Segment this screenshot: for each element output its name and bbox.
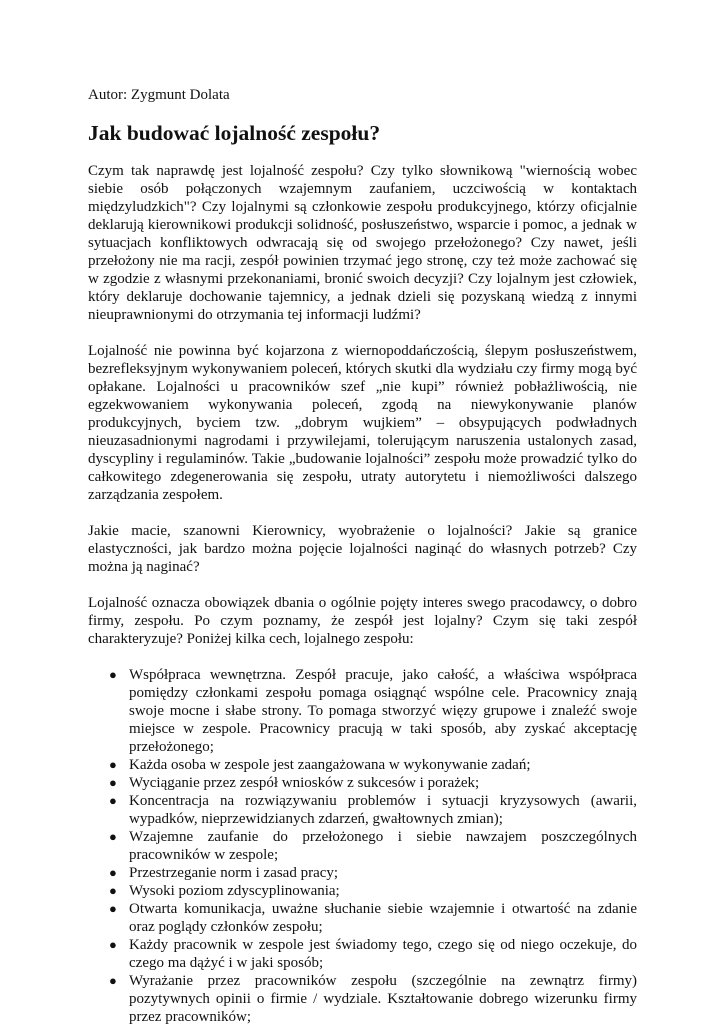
bullet-icon: ●: [109, 865, 117, 880]
list-item-text: Przestrzeganie norm i zasad pracy;: [129, 865, 339, 881]
bullet-icon: ●: [109, 901, 117, 916]
list-item: [109, 900, 637, 936]
list-item-text: Współpraca wewnętrzna. Zespół pracuje, jako całość, a właściwa współpraca pomiędzy członkami zespołu pomaga osiągnąć wspólne cele. Pracownicy znają swoje mocne i słabe strony. To pomaga stworzyć więzy grupowe i znaleźć swoje miejsce w zespole. Pracownicy pracują w taki sposób, aby zyskać akceptację przełożonego;: [129, 667, 637, 755]
list-item: [109, 882, 637, 900]
bullet-icon: ●: [109, 829, 117, 844]
list-item: [109, 828, 637, 864]
author-line: Autor: Zygmunt Dolata: [88, 87, 230, 103]
feature-list: [88, 666, 637, 1026]
paragraph-4: Lojalność oznacza obowiązek dbania o ogólnie pojęty interes swego pracodawcy, o dobro firmy, zespołu. Po czym poznamy, że zespół jest lojalny? Czym się taki zespół charakteryzuje? Poniżej kilka cech, lojalnego zespołu:: [88, 595, 637, 647]
list-item: [109, 864, 637, 882]
bullet-icon: ●: [109, 883, 117, 898]
paragraph-3: Jakie macie, szanowni Kierownicy, wyobrażenie o lojalności? Jakie są granice elastyczności, jak bardzo można pojęcie lojalności naginąć do własnych potrzeb? Czy można ją naginać?: [88, 523, 637, 575]
bullet-icon: ●: [109, 667, 117, 682]
list-item-text: Wyrażanie przez pracowników zespołu (szczególnie na zewnątrz firmy) pozytywnych opinii o firmie / wydziale. Kształtowanie dobrego wizerunku firmy przez pracowników;: [129, 973, 637, 1025]
list-item: [109, 666, 637, 756]
list-item-text: Wysoki poziom zdyscyplinowania;: [129, 883, 340, 899]
list-item-text: Każda osoba w zespole jest zaangażowana w wykonywanie zadań;: [129, 757, 531, 773]
document-title: Jak budować lojalność zespołu?: [88, 121, 381, 145]
list-item-text: Otwarta komunikacja, uważne słuchanie siebie wzajemnie i otwartość na zdanie oraz poglądy członków zespołu;: [129, 901, 637, 935]
bullet-icon: ●: [109, 757, 117, 772]
bullet-icon: ●: [109, 793, 117, 808]
list-item: [109, 972, 637, 1026]
list-item: [109, 756, 637, 774]
list-item: [109, 774, 637, 792]
bullet-icon: ●: [109, 775, 117, 790]
bullet-icon: ●: [109, 937, 117, 952]
list-item-text: Wzajemne zaufanie do przełożonego i siebie nawzajem poszczególnych pracowników w zespole;: [129, 829, 637, 863]
list-item-text: Każdy pracownik w zespole jest świadomy tego, czego się od niego oczekuje, do czego ma dążyć i w jaki sposób;: [129, 937, 637, 971]
paragraph-1: Czym tak naprawdę jest lojalność zespołu? Czy tylko słownikową "wiernością wobec siebie osób połączonych wzajemnym zaufaniem, uczciwością w kontaktach międzyludzkich"? Czy lojalnymi są członkowie zespołu produkcyjnego, którzy oficjalnie deklarują kierownikowi produkcji solidność, posłuszeństwo, wsparcie i pomoc, a jednak w sytuacjach konfliktowych odwracają się od swojego przełożonego? Czy nawet, jeśli przełożony nie ma racji, zespół powinien trzymać jego stronę, czy też może zachować się w zgodzie z własnymi przekonaniami, bronić swoich decyzji? Czy lojalnym jest człowiek, który deklaruje dochowanie tajemnicy, a jednak dzieli się pozyskaną wiedzą z innymi nieuprawnionymi do otrzymania tej informacji ludźmi?: [88, 163, 637, 323]
list-item: [109, 792, 637, 828]
paragraph-2: Lojalność nie powinna być kojarzona z wiernopoddańczością, ślepym posłuszeństwem, bezrefleksyjnym wykonywaniem poleceń, których skutki dla wydziału czy firmy mogą być opłakane. Lojalności u pracowników szef „nie kupi” również pobłażliwością, nie egzekwowaniem wykonywania poleceń, zgodą na niewykonywanie planów produkcyjnych, byciem tzw. „dobrym wujkiem” – obsypujących podwładnych nieuzasadnionymi nagrodami i przywilejami, tolerującym naruszenia ustalonych zasad, dyscypliny i regulaminów. Takie „budowanie lojalności” zespołu może prowadzić tylko do całkowitego zdegenerowania się zespołu, utraty autorytetu i niemożliwości dalszego zarządzania zespołem.: [88, 343, 637, 503]
list-item-text: Koncentracja na rozwiązywaniu problemów i sytuacji kryzysowych (awarii, wypadków, nieprzewidzianych zdarzeń, gwałtownych zmian);: [129, 793, 637, 827]
list-item: [109, 936, 637, 972]
bullet-icon: ●: [109, 973, 117, 988]
list-item-text: Wyciąganie przez zespół wniosków z sukcesów i porażek;: [129, 775, 480, 791]
